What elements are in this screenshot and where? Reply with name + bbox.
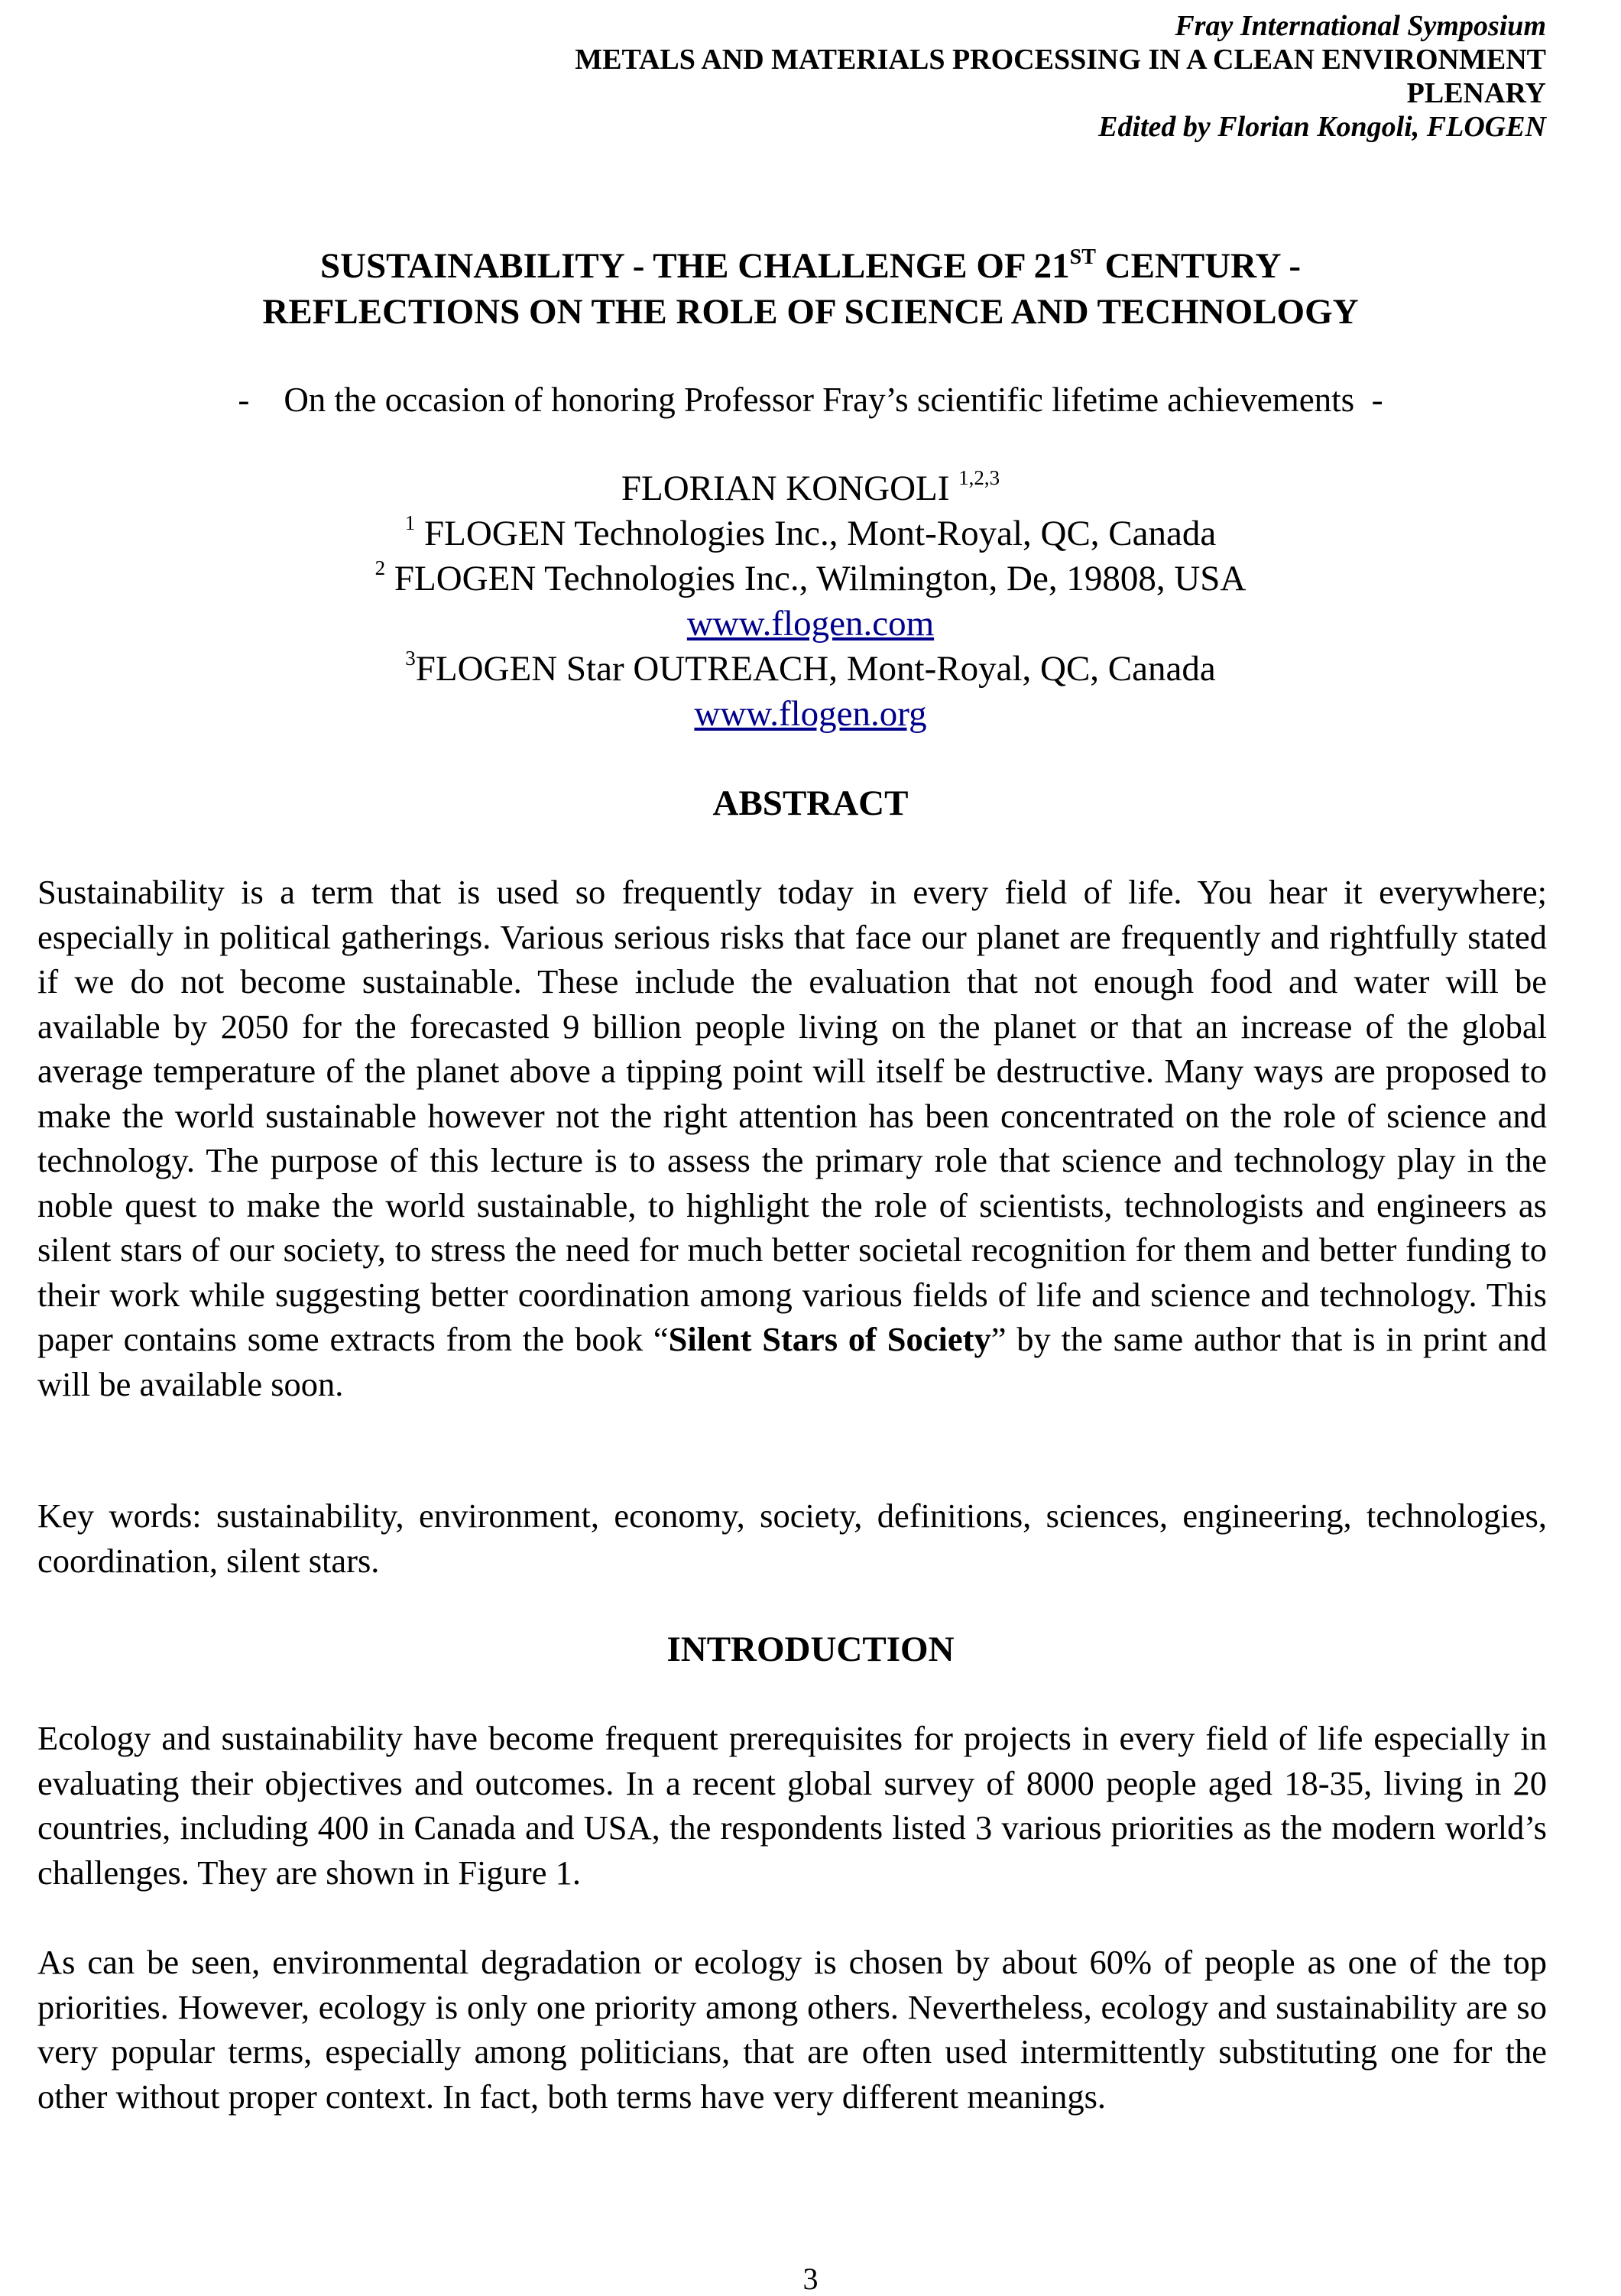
header-editor: Edited by Florian Kongoli, FLOGEN: [1098, 111, 1546, 143]
running-header: [575, 9, 1546, 144]
header-session: PLENARY: [1406, 77, 1546, 109]
abstract-heading: ABSTRACT: [712, 783, 909, 823]
abstract-paragraph: Sustainability is a term that is used so frequently today in every field of life. You hear it everywhere; especially in political gatherings. Various serious risks that face our planet are frequently and rightfully stated if we do not become sustainable. These include the evaluation that not enough food and water will be available by 2050 for the forecasted 9 billion people living on the planet or that an increase of the global average temperature of the planet above a tipping point will itself be destructive. Many ways are proposed to make the world sustainable however not the right attention has been concentrated on the role of science and technology. The purpose of this lecture is to assess the primary role that science and technology play in the noble quest to make the world sustainable, to highlight the role of scientists, technologists and engineers as silent stars of our society, to stress the need for much better societal recognition for them and better funding to their work while suggesting better coordination among various fields of life and science and technology. This paper contains some extracts from the book “Silent Stars of Society” by the same author that is in print and will be available soon.: [37, 873, 1547, 1403]
header-topic: METALS AND MATERIALS PROCESSING IN A CLEAN ENVIRONMENT: [575, 44, 1546, 76]
introduction-heading: INTRODUCTION: [666, 1630, 955, 1669]
affiliation-1: $^1$ FLOGEN Technologies Inc., Mont-Royal, QC, Canada: [404, 511, 1217, 553]
intro-paragraph-1: Ecology and sustainability have become frequent prerequisites for projects in every field of life especially in evaluating their objectives and outcomes. In a recent global survey of 8000 people aged 18-35, living in 20 countries, including 400 in Canada and USA, the respondents listed 3 various priorities as the modern world’s challenges. They are shown in Figure 1.: [37, 1719, 1547, 1892]
page-number: 3: [802, 2262, 819, 2296]
author-block: [0, 466, 1621, 737]
author-name: FLORIAN KONGOLI $^{1,2,3}$: [621, 466, 1000, 508]
website-link-org[interactable]: www.flogen.org: [694, 694, 927, 734]
dedication-line: - On the occasion of honoring Professor Fray’s scientific lifetime achievements -: [238, 381, 1383, 419]
affiliation-3: $^3$FLOGEN Star OUTREACH, Mont-Royal, QC, Canada: [405, 647, 1216, 689]
title-line-2: REFLECTIONS ON THE ROLE OF SCIENCE AND TECHNOLOGY: [262, 292, 1359, 332]
paper-title: [0, 243, 1621, 335]
title-line-1: SUSTAINABILITY - THE CHALLENGE OF 21ST CENTURY -: [319, 245, 1302, 286]
keywords-paragraph: Key words: sustainability, environment, economy, society, definitions, sciences, engineering, technologies, coordination, silent stars.: [37, 1497, 1547, 1580]
website-link-com[interactable]: www.flogen.com: [686, 604, 935, 644]
header-symposium: Fray International Symposium: [1175, 10, 1546, 42]
intro-paragraph-2: As can be seen, environmental degradation or ecology is chosen by about 60% of people as one of the top priorities. However, ecology is only one priority among others. Nevertheless, ecology and sustainability are so very popular terms, especially among politicians, that are often used intermittently substituting one for the other without proper context. In fact, both terms have very different meanings.: [37, 1943, 1547, 2116]
affiliation-2: $^2$ FLOGEN Technologies Inc., Wilmington, De, 19808, USA: [374, 556, 1247, 598]
